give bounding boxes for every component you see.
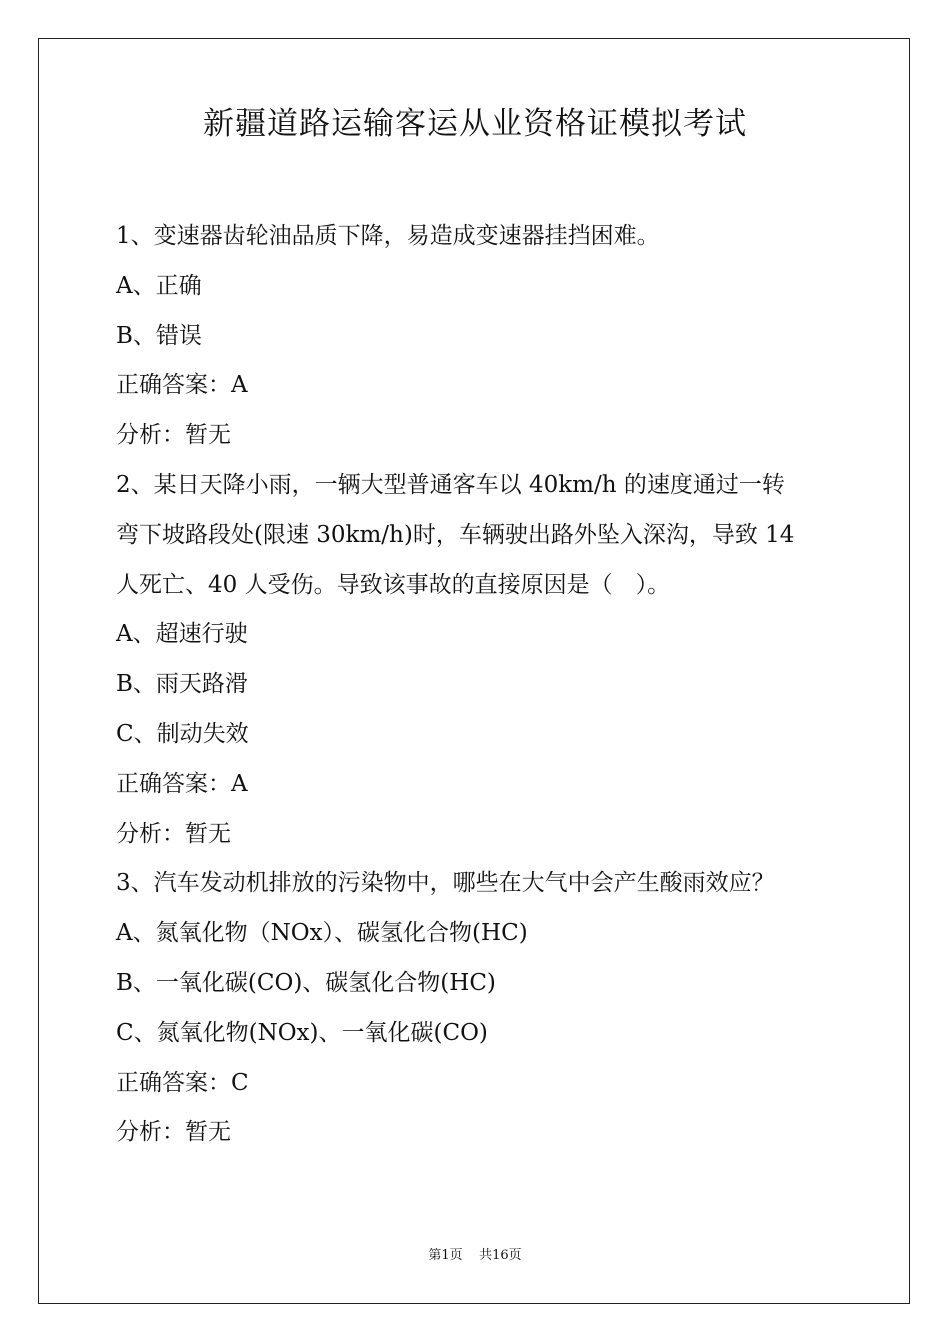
- question-3-option-a: A、氮氧化物（NOx）、碳氢化合物(HC): [116, 920, 528, 947]
- question-2: [116, 461, 838, 859]
- question-1-stem: 1、变速器齿轮油品质下降，易造成变速器挂挡困难。: [116, 223, 660, 249]
- question-1-option-a: A、正确: [116, 272, 202, 299]
- question-2-stem-line-1: 2、某日天降小雨，一辆大型普通客车以 40km/h 的速度通过一转: [116, 471, 785, 498]
- page-title: 新疆道路运输客运从业资格证模拟考试: [203, 106, 747, 142]
- question-3-answer: 正确答案：C: [116, 1069, 249, 1096]
- question-1-option-b: B、错误: [116, 322, 202, 349]
- question-1-answer: 正确答案：A: [116, 372, 248, 399]
- question-3-stem: 3、汽车发动机排放的污染物中，哪些在大气中会产生酸雨效应？: [116, 870, 775, 897]
- question-2-option-b: B、雨天路滑: [116, 671, 248, 698]
- question-3: [116, 859, 838, 1158]
- question-2-option-c: C、制动失效: [116, 720, 249, 747]
- question-2-answer: 正确答案：A: [116, 770, 248, 797]
- question-list: [116, 212, 838, 1158]
- question-2-stem-line-3: 人死亡、40 人受伤。导致该事故的直接原因是（ ）。: [116, 571, 671, 598]
- question-2-option-a: A、超速行驶: [116, 621, 248, 648]
- page-footer: 第1页 共16页: [428, 1248, 522, 1263]
- question-2-analysis: 分析：暂无: [116, 820, 231, 847]
- question-1: [116, 212, 838, 461]
- question-3-analysis: 分析：暂无: [116, 1119, 231, 1146]
- question-2-stem-line-2: 弯下坡路段处(限速 30km/h)时，车辆驶出路外坠入深沟，导致 14: [116, 521, 795, 548]
- question-1-analysis: 分析：暂无: [116, 422, 231, 449]
- question-3-option-c: C、氮氧化物(NOx)、一氧化碳(CO): [116, 1019, 488, 1046]
- question-3-option-b: B、一氧化碳(CO)、碳氢化合物(HC): [116, 969, 496, 996]
